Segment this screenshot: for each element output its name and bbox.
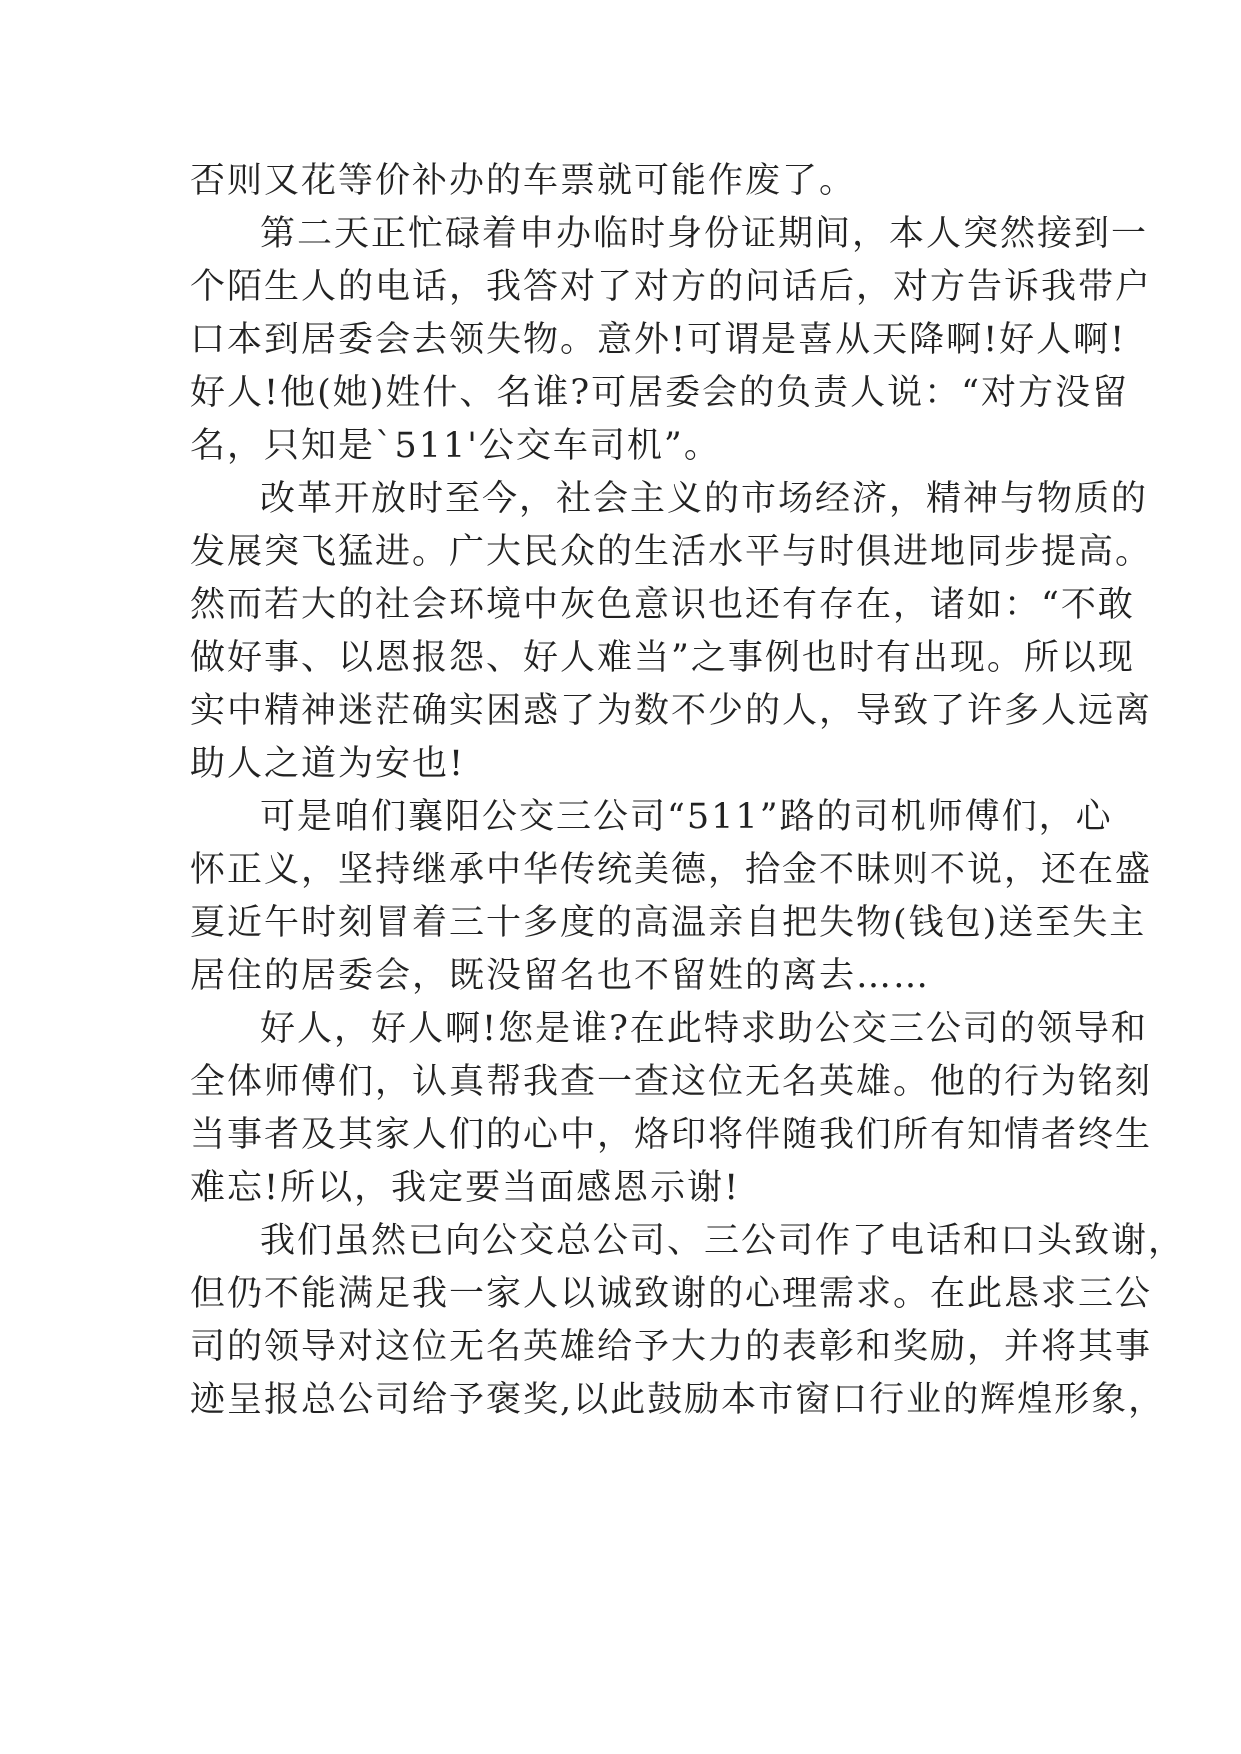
text-line: 名，只知是`511'公交车司机”。	[190, 426, 721, 466]
paragraph-first-line: 可是咱们襄阳公交三公司“511”路的司机师傅们，心	[260, 797, 1113, 837]
paragraph-first-line: 我们虽然已向公交总公司、三公司作了电话和口头致谢，	[260, 1221, 1186, 1261]
text-line: 居住的居委会，既没留名也不留姓的离去……	[190, 956, 931, 996]
text-line: 然而若大的社会环境中灰色意识也还有存在，诸如：“不敢	[190, 585, 1135, 625]
document-body	[190, 155, 1186, 1427]
text-line: 夏近午时刻冒着三十多度的高温亲自把失物(钱包)送至失主	[190, 903, 1147, 943]
paragraph-first-line: 第二天正忙碌着申办临时身份证期间，本人突然接到一	[260, 214, 1149, 254]
text-line: 发展突飞猛进。广大民众的生活水平与时俱进地同步提高。	[190, 532, 1153, 572]
text-line: 实中精神迷茫确实困惑了为数不少的人，导致了许多人远离	[190, 691, 1153, 731]
text-line: 口本到居委会去领失物。意外!可谓是喜从天降啊!好人啊!	[190, 320, 1127, 360]
text-line: 当事者及其家人们的心中，烙印将伴随我们所有知情者终生	[190, 1115, 1153, 1155]
text-line: 怀正义，坚持继承中华传统美德，拾金不昧则不说，还在盛	[190, 850, 1153, 890]
text-line: 全体师傅们，认真帮我查一查这位无名英雄。他的行为铭刻	[190, 1062, 1153, 1102]
text-line: 但仍不能满足我一家人以诚致谢的心理需求。在此恳求三公	[190, 1274, 1153, 1314]
text-line: 司的领导对这位无名英雄给予大力的表彰和奖励，并将其事	[190, 1327, 1153, 1367]
text-line: 个陌生人的电话，我答对了对方的问话后，对方告诉我带户	[190, 267, 1153, 307]
paragraph-first-line: 好人，好人啊!您是谁?在此特求助公交三公司的领导和	[260, 1009, 1148, 1049]
text-line: 迹呈报总公司给予褒奖,以此鼓励本市窗口行业的辉煌形象，	[190, 1380, 1166, 1420]
text-line: 好人!他(她)姓什、名谁?可居委会的负责人说：“对方没留	[190, 373, 1130, 413]
text-line: 否则又花等价补办的车票就可能作废了。	[190, 161, 857, 201]
text-line: 助人之道为安也!	[190, 744, 466, 784]
text-line: 难忘!所以，我定要当面感恩示谢!	[190, 1168, 741, 1208]
text-line: 做好事、以恩报怨、好人难当”之事例也时有出现。所以现	[190, 638, 1135, 678]
paragraph-first-line: 改革开放时至今，社会主义的市场经济，精神与物质的	[260, 479, 1149, 519]
